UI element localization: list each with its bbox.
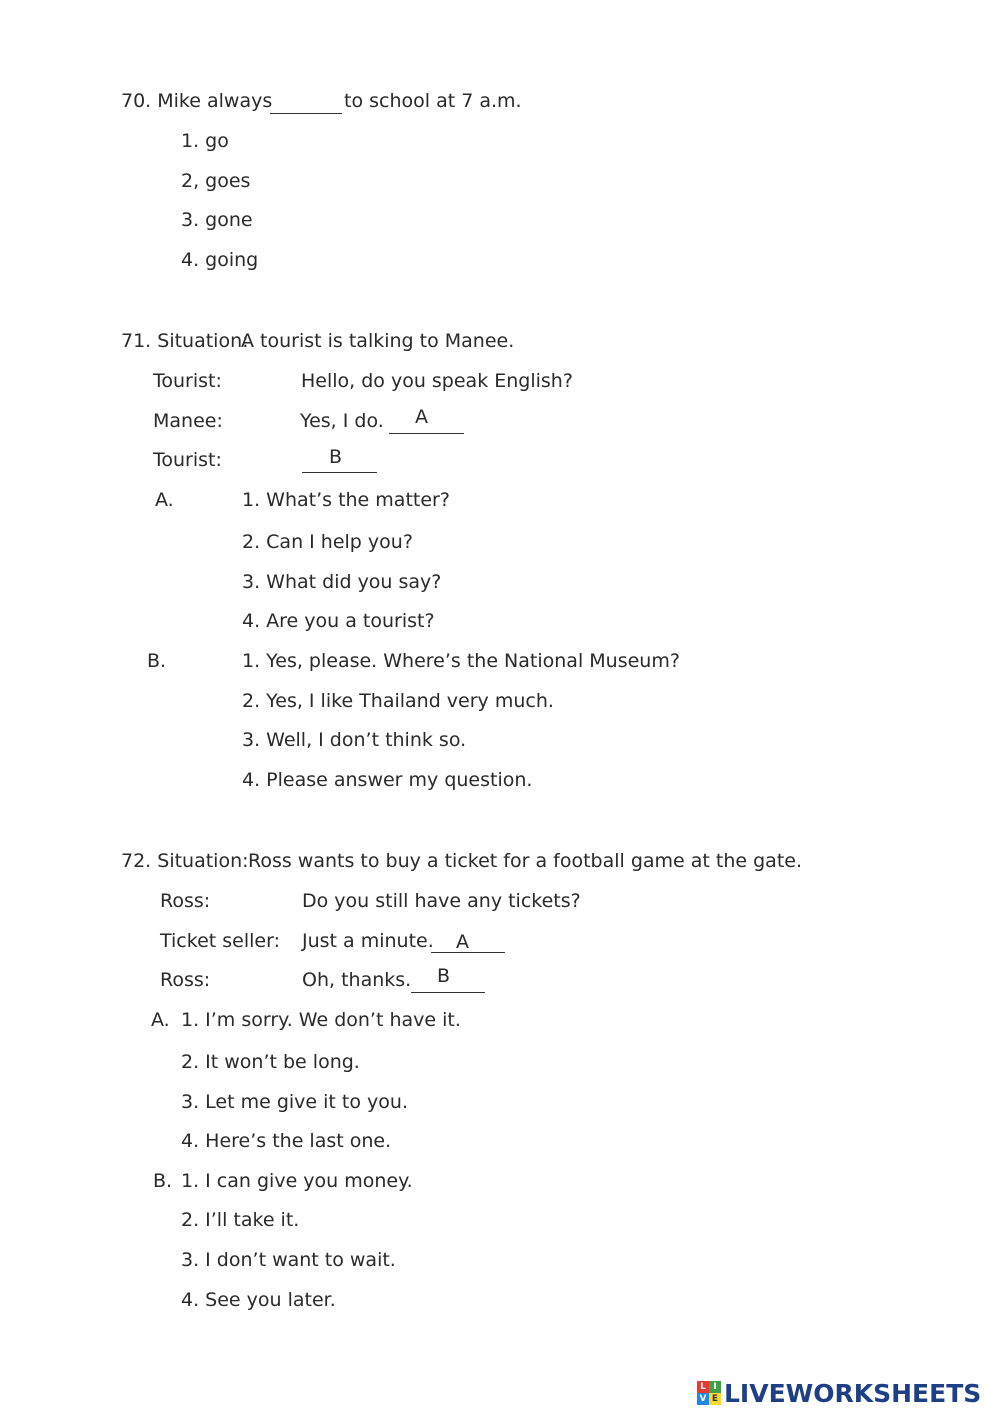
q71-situation-label: 71. Situation: bbox=[121, 330, 249, 352]
q70-option-2[interactable]: 2, goes bbox=[181, 170, 251, 192]
logo-icon-letter-v: V bbox=[697, 1393, 709, 1405]
q71-blank-a[interactable] bbox=[389, 433, 464, 434]
q72-part-b-option-1[interactable]: 1. I can give you money. bbox=[181, 1170, 413, 1192]
liveworksheets-logo-text: LIVEWORKSHEETS bbox=[724, 1378, 982, 1408]
q72-situation-text: Ross wants to buy a ticket for a football game at the gate. bbox=[248, 850, 802, 872]
q71-blank-b[interactable] bbox=[302, 472, 377, 473]
q71-speaker-3: Tourist: bbox=[153, 449, 222, 471]
q72-part-a-option-2[interactable]: 2. It won’t be long. bbox=[181, 1051, 360, 1073]
q72-part-a-label: A. bbox=[151, 1009, 170, 1031]
logo-icon-letter-l: L bbox=[697, 1381, 709, 1393]
q71-line-1: Hello, do you speak English? bbox=[301, 370, 573, 392]
q71-part-a-option-2[interactable]: 2. Can I help you? bbox=[242, 531, 413, 553]
q72-speaker-1: Ross: bbox=[160, 890, 211, 912]
q71-speaker-2: Manee: bbox=[153, 410, 223, 432]
liveworksheets-logo[interactable] bbox=[697, 1378, 981, 1408]
q72-blank-b[interactable] bbox=[411, 992, 485, 993]
q71-speaker-1: Tourist: bbox=[153, 370, 222, 392]
logo-icon-letter-e: E bbox=[709, 1393, 721, 1405]
q71-blank-a-label: A bbox=[415, 406, 428, 428]
q71-part-b-option-2[interactable]: 2. Yes, I like Thailand very much. bbox=[242, 690, 554, 712]
q72-part-b-label: B. bbox=[153, 1170, 173, 1192]
q70-stem-end: to school at 7 a.m. bbox=[344, 90, 522, 112]
q71-part-b-option-1[interactable]: 1. Yes, please. Where’s the National Museum? bbox=[242, 650, 680, 672]
q72-part-a-option-3[interactable]: 3. Let me give it to you. bbox=[181, 1091, 408, 1113]
q72-line-3: Oh, thanks. bbox=[302, 969, 412, 991]
q71-part-b-option-3[interactable]: 3. Well, I don’t think so. bbox=[242, 729, 467, 751]
q72-speaker-2: Ticket seller: bbox=[160, 930, 280, 952]
q72-part-a-option-4[interactable]: 4. Here’s the last one. bbox=[181, 1130, 392, 1152]
q70-option-3[interactable]: 3. gone bbox=[181, 209, 253, 231]
q72-part-b-option-3[interactable]: 3. I don’t want to wait. bbox=[181, 1249, 396, 1271]
q72-blank-b-label: B bbox=[437, 965, 451, 987]
liveworksheets-logo-icon bbox=[697, 1381, 721, 1405]
q71-part-a-label: A. bbox=[155, 489, 174, 511]
q72-blank-a-label: A bbox=[456, 931, 469, 953]
q72-situation-label: 72. Situation: bbox=[121, 850, 249, 872]
q71-part-b-option-4[interactable]: 4. Please answer my question. bbox=[242, 769, 533, 791]
q70-option-4[interactable]: 4. going bbox=[181, 249, 259, 271]
q71-line-2: Yes, I do. bbox=[300, 410, 384, 432]
q70-option-1[interactable]: 1. go bbox=[181, 130, 229, 152]
q72-line-2: Just a minute. bbox=[302, 930, 434, 952]
q72-part-b-option-4[interactable]: 4. See you later. bbox=[181, 1289, 336, 1311]
logo-icon-letter-i: I bbox=[709, 1381, 721, 1393]
q70-answer-blank[interactable] bbox=[270, 113, 342, 114]
q71-blank-b-label: B bbox=[329, 446, 343, 468]
q72-part-b-option-2[interactable]: 2. I’ll take it. bbox=[181, 1209, 300, 1231]
q71-situation-text: A tourist is talking to Manee. bbox=[241, 330, 515, 352]
q72-speaker-3: Ross: bbox=[160, 969, 211, 991]
q72-part-a-option-1[interactable]: 1. I’m sorry. We don’t have it. bbox=[181, 1009, 461, 1031]
q71-part-b-label: B. bbox=[147, 650, 167, 672]
q71-part-a-option-4[interactable]: 4. Are you a tourist? bbox=[242, 610, 435, 632]
q71-part-a-option-3[interactable]: 3. What did you say? bbox=[242, 571, 442, 593]
q71-part-a-option-1[interactable]: 1. What’s the matter? bbox=[242, 489, 450, 511]
q70-stem-start: 70. Mike always bbox=[121, 90, 273, 112]
q72-line-1: Do you still have any tickets? bbox=[302, 890, 581, 912]
